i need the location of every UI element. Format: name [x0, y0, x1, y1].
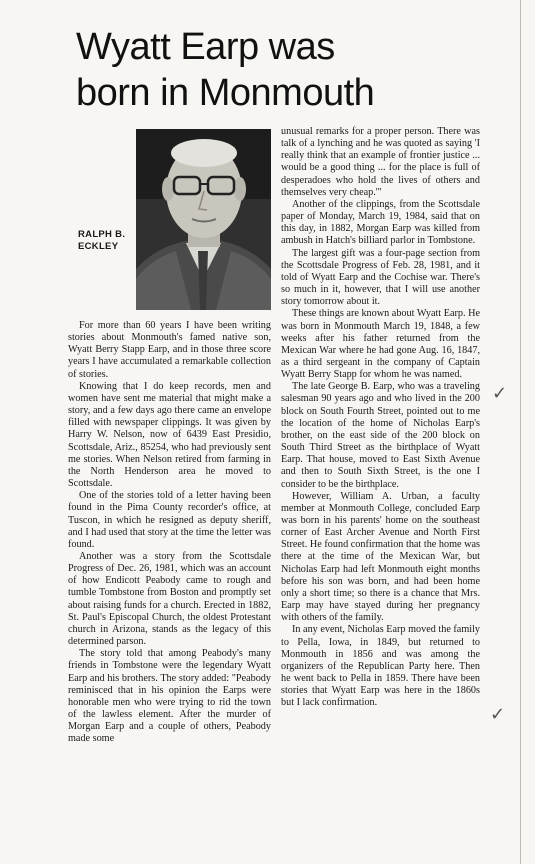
- paragraph: The largest gift was a four-page section from the Scottsdale Progress of Feb. 28, 1981, and it told of Wyatt Earp and the Cochise war. There's so much in it, however, that I will use another story tomorrow about it.: [281, 247, 480, 308]
- headline: [76, 24, 436, 116]
- paragraph: However, William A. Urban, a faculty member at Monmouth College, concluded Earp was born in his parents' home on the southeast corner of East Archer Avenue and North First Street. He found confirmation that the home was there at the time of the Mexican War, but Nicholas Earp had left Monmouth eight months before his son was born, and had been home only a short time; so there is a chance that Mrs. Earp may have stayed during her pregnancy with others of the family.: [281, 490, 480, 624]
- portrait-photo-icon: [136, 129, 271, 310]
- byline-last-name: ECKLEY: [78, 241, 119, 252]
- paragraph: Another was a story from the Scottsdale Progress of Dec. 26, 1981, which was an account of how Endicott Peabody came to rough and tumble Tombstone from Boston and promptly set about raising funds for a church. Erected in 1882, St. Paul's Episcopal Church, the oldest Protestant church in Arizona, stands as the legacy of this determined parson.: [68, 550, 271, 648]
- paragraph-continued: unusual remarks for a proper person. There was talk of a lynching and he was quoted as saying 'I really think that an example of frontier justice ... would be a good thing ... for the place is full of desperadoes who hold the lives of others and themselves very cheap.'": [281, 126, 480, 198]
- checkmark-annotation-icon: ✓: [492, 383, 508, 404]
- paragraph: The story told that among Peabody's many friends in Tombstone were the legendary Wyatt Earp and his brothers. The story added: "Peabody reminisced that in his opinion the Earps were honorable men who were trying to rid the town of the lawless element. After the murder of Morgan Earp and a couple of others, Peabody made some: [68, 648, 271, 745]
- article-column-left: [68, 320, 271, 745]
- paragraph: One of the stories told of a letter having been found in the Pima County recorder's office, at Tuscon, in which he resigned as deputy sheriff, and I had used that story at the time the letter was found.: [68, 490, 271, 550]
- paragraph: In any event, Nicholas Earp moved the family to Pella, Iowa, in 1849, but returned to Monmouth in 1856 and was among the organizers of the Republican Party here. Then he went back to Pella in 1859. There have been stories that Wyatt Earp was here in the 1860s but I lack confirmation.: [281, 624, 480, 709]
- checkmark-annotation-icon: ✓: [490, 704, 506, 725]
- article-column-right: [281, 126, 480, 710]
- portrait-photo: [136, 129, 271, 310]
- headline-line-2: born in Monmouth: [76, 72, 375, 114]
- paragraph: For more than 60 years I have been writing stories about Monmouth's famed native son, Wyatt Berry Stapp Earp, and in those three score years I have accumulated a remarkable collection of stories.: [68, 320, 271, 380]
- scan-edge-line: [520, 0, 521, 864]
- paragraph: These things are known about Wyatt Earp. He was born in Monmouth March 19, 1848, a few weeks after his father returned from the Mexican War where he had gone Aug. 16, 1847, as a third sergeant in the company of Captain Wyatt Berry Stapp for whom he was named.: [281, 308, 480, 381]
- headline-line-1: Wyatt Earp was: [76, 26, 335, 68]
- paragraph: The late George B. Earp, who was a traveling salesman 90 years ago and who lived in the 200 block on South Fourth Street, pointed out to me the location of the home of Nicholas Earp's brother, on the east side of the 200 block on South Third Street as the birthplace of Wyatt Earp. That house, moved to East Sixth Avenue and then to South Sixth Street, is the one I consider to be the birthplace.: [281, 381, 480, 490]
- paragraph: Another of the clippings, from the Scottsdale paper of Monday, March 19, 1984, said that on this day, in 1882, Morgan Earp was killed from ambush in Hatch's billiard parlor in Tombstone.: [281, 198, 480, 247]
- paragraph: Knowing that I do keep records, men and women have sent me material that might make a story, and a few days ago there came an envelope filled with newspaper clippings. It was given by Harry W. Nelson, now of 6439 East Presidio, Scottsdale, Ariz., 85254, who had previously sent me stories. When Nelson retired from farming in the North Henderson area he moved to Scottsdale.: [68, 380, 271, 490]
- byline: [78, 229, 138, 253]
- byline-first-name: RALPH B.: [78, 229, 126, 240]
